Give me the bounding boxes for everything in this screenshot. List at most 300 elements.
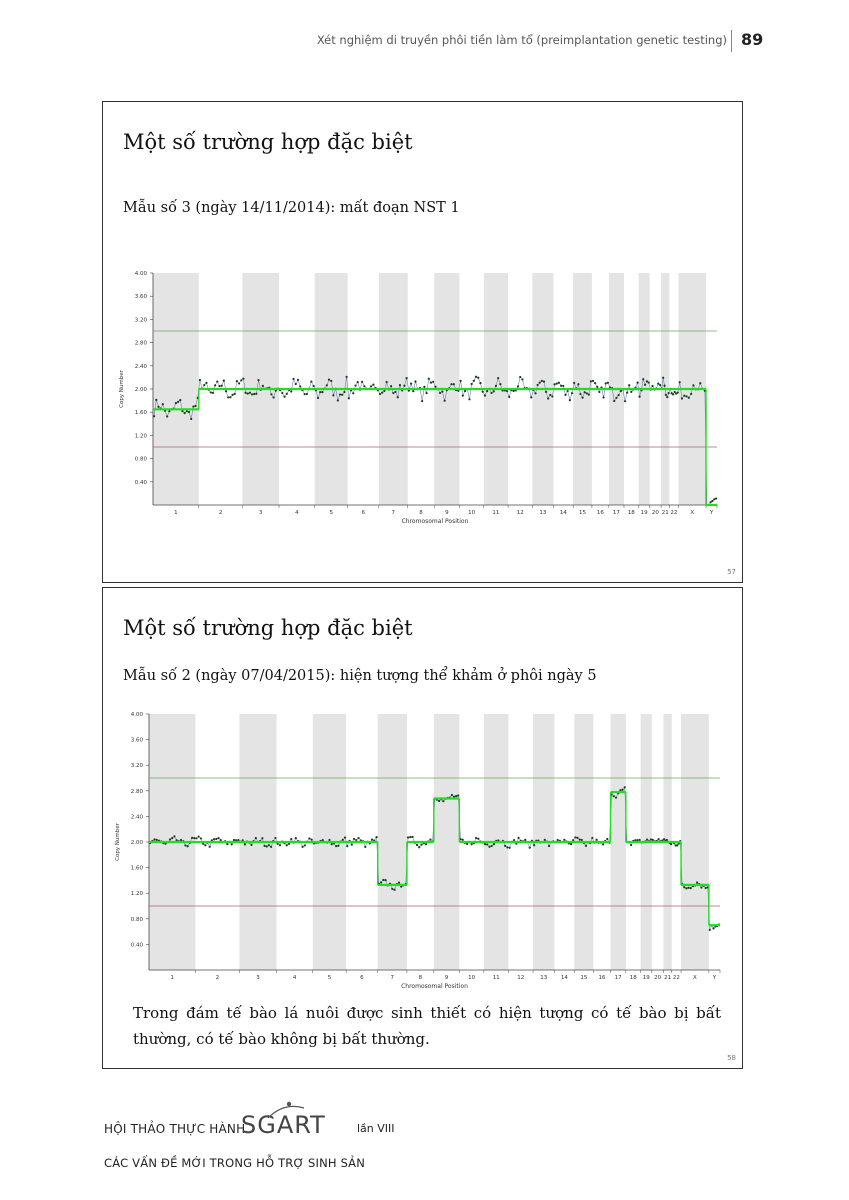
running-header	[0, 30, 849, 52]
data-point	[337, 399, 339, 401]
data-point	[411, 836, 413, 838]
data-point	[322, 839, 324, 841]
data-point	[304, 844, 306, 846]
data-point	[379, 393, 381, 395]
data-point	[506, 390, 508, 392]
data-point	[668, 392, 670, 394]
data-point	[319, 391, 321, 393]
x-tick-label: 17	[612, 510, 620, 516]
data-point	[261, 837, 263, 839]
data-point	[558, 382, 560, 384]
x-tick-label: 1	[170, 975, 174, 981]
data-point	[227, 396, 229, 398]
data-point	[581, 397, 583, 399]
data-point	[407, 836, 409, 838]
data-point	[592, 380, 594, 382]
x-tick-label: 16	[598, 975, 606, 981]
data-point	[683, 395, 685, 397]
data-point	[462, 839, 464, 841]
data-point	[577, 383, 579, 385]
data-point	[646, 380, 648, 382]
data-point	[439, 392, 441, 394]
data-point	[194, 405, 196, 407]
data-point	[192, 405, 194, 407]
data-point	[679, 381, 681, 383]
x-tick-label: 22	[672, 975, 680, 981]
y-tick-label: 3.20	[134, 317, 147, 324]
data-point	[690, 393, 692, 395]
data-point	[544, 839, 546, 841]
data-point	[297, 379, 299, 381]
data-point	[281, 392, 283, 394]
data-point	[384, 879, 386, 881]
data-point	[310, 380, 312, 382]
x-tick-label: 21	[661, 510, 669, 516]
data-point	[594, 382, 596, 384]
data-point	[331, 843, 333, 845]
data-point	[681, 397, 683, 399]
data-point	[700, 886, 702, 888]
data-point	[504, 845, 506, 847]
x-tick-label: 6	[360, 975, 364, 981]
x-tick-label: 18	[629, 975, 637, 981]
data-point	[596, 386, 598, 388]
data-point	[209, 846, 211, 848]
data-point	[652, 839, 654, 841]
data-point	[156, 839, 158, 841]
x-tick-label: 8	[418, 975, 423, 981]
data-point	[195, 837, 197, 839]
data-point	[491, 845, 493, 847]
data-point	[590, 380, 592, 382]
data-point	[353, 838, 355, 840]
data-point	[705, 887, 707, 889]
data-point	[715, 497, 717, 499]
data-point	[380, 881, 382, 883]
data-point	[434, 386, 436, 388]
x-axis-label: Chromosomal Position	[401, 983, 468, 990]
data-point	[541, 380, 543, 382]
data-point	[533, 844, 535, 846]
x-tick-label: X	[693, 975, 697, 981]
data-point	[571, 392, 573, 394]
slide-number: 57	[727, 568, 736, 576]
data-point	[332, 394, 334, 396]
data-point	[270, 393, 272, 395]
data-point	[231, 394, 233, 396]
data-point	[468, 398, 470, 400]
data-point	[155, 399, 157, 401]
data-point	[200, 837, 202, 839]
chromosome-band	[611, 714, 626, 970]
data-point	[495, 385, 497, 387]
data-point	[687, 887, 689, 889]
data-point	[534, 392, 536, 394]
data-point	[662, 377, 664, 379]
data-point	[639, 839, 641, 841]
data-point	[416, 844, 418, 846]
data-point	[299, 385, 301, 387]
x-tick-label: 20	[651, 510, 659, 516]
data-point	[361, 381, 363, 383]
data-point	[420, 844, 422, 846]
y-tick-label: 2.40	[130, 814, 143, 821]
data-point	[490, 392, 492, 394]
data-point	[677, 391, 679, 393]
data-point	[486, 843, 488, 845]
data-point	[184, 844, 186, 846]
x-tick-label: 5	[327, 975, 332, 981]
data-point	[257, 379, 259, 381]
data-point	[295, 837, 297, 839]
data-point	[615, 397, 617, 399]
data-point	[648, 381, 650, 383]
slide-58	[102, 587, 743, 1069]
data-point	[624, 786, 626, 788]
chromosome-band	[434, 714, 460, 970]
data-point	[613, 795, 615, 797]
slide-57	[102, 101, 743, 583]
y-tick-label: 1.20	[134, 433, 147, 440]
data-point	[253, 393, 255, 395]
data-point	[477, 377, 479, 379]
data-point	[251, 393, 253, 395]
data-point	[524, 839, 526, 841]
data-point	[615, 797, 617, 799]
data-point	[233, 839, 235, 841]
data-point	[406, 377, 408, 379]
y-tick-label: 2.00	[130, 840, 143, 846]
data-point	[499, 383, 501, 385]
x-tick-label: 15	[579, 510, 587, 516]
data-point	[637, 382, 639, 384]
data-point	[255, 837, 257, 839]
data-point	[292, 378, 294, 380]
data-point	[642, 378, 644, 380]
data-point	[412, 390, 414, 392]
y-tick-label: 4.00	[130, 712, 143, 718]
data-point	[262, 385, 264, 387]
x-tick-label: 14	[559, 510, 567, 516]
data-point	[218, 385, 220, 387]
data-point	[638, 396, 640, 398]
data-point	[398, 882, 400, 884]
data-point	[375, 836, 377, 838]
data-point	[341, 394, 343, 396]
data-point	[343, 391, 345, 393]
data-point	[421, 400, 423, 402]
data-point	[539, 382, 541, 384]
data-point	[364, 846, 366, 848]
data-point	[545, 391, 547, 393]
data-point	[191, 837, 193, 839]
data-point	[403, 385, 405, 387]
header-divider	[731, 30, 732, 52]
data-point	[432, 381, 434, 383]
copy-number-chart-sample-2	[103, 706, 742, 990]
data-point	[175, 402, 177, 404]
y-tick-label: 4.00	[134, 271, 147, 277]
data-point	[199, 379, 201, 381]
data-point	[425, 392, 427, 394]
data-point	[386, 381, 388, 383]
data-point	[304, 393, 306, 395]
data-point	[428, 378, 430, 380]
data-point	[414, 380, 416, 382]
data-point	[711, 500, 713, 502]
data-point	[659, 384, 661, 386]
data-point	[607, 382, 609, 384]
data-point	[193, 837, 195, 839]
data-point	[173, 835, 175, 837]
data-point	[162, 403, 164, 405]
data-point	[266, 845, 268, 847]
data-point	[685, 395, 687, 397]
data-point	[457, 794, 459, 796]
x-tick-label: 12	[516, 510, 524, 516]
data-point	[666, 396, 668, 398]
x-tick-label: 3	[256, 975, 260, 981]
data-point	[225, 390, 227, 392]
data-point	[393, 889, 395, 891]
data-point	[381, 392, 383, 394]
y-tick-label: 2.00	[134, 387, 147, 393]
data-point	[585, 845, 587, 847]
data-point	[295, 383, 297, 385]
data-point	[692, 384, 694, 386]
data-point	[557, 839, 559, 841]
data-point	[255, 393, 257, 395]
running-title: Xét nghiệm di truyền phôi tiền làm tổ (preimplantation genetic testing)	[316, 33, 727, 47]
data-point	[460, 380, 462, 382]
data-point	[352, 392, 354, 394]
data-point	[286, 393, 288, 395]
data-point	[690, 887, 692, 889]
x-tick-label: 12	[517, 975, 525, 981]
data-point	[620, 390, 622, 392]
data-point	[410, 383, 412, 385]
data-point	[204, 844, 206, 846]
data-point	[430, 381, 432, 383]
x-tick-label: 2	[215, 975, 220, 981]
data-point	[450, 383, 452, 385]
data-point	[290, 838, 292, 840]
x-tick-label: 21	[664, 975, 672, 981]
data-point	[203, 384, 205, 386]
data-point	[409, 836, 411, 838]
x-tick-label: 6	[361, 510, 366, 516]
y-tick-label: 2.80	[134, 340, 147, 347]
data-point	[355, 839, 357, 841]
footer-edition: lần VIII	[357, 1122, 395, 1135]
data-point	[553, 383, 555, 385]
data-point	[217, 837, 219, 839]
data-point	[313, 385, 315, 387]
data-point	[339, 393, 341, 395]
data-point	[455, 795, 457, 797]
data-point	[644, 384, 646, 386]
data-point	[574, 836, 576, 838]
data-point	[250, 844, 252, 846]
data-point	[268, 844, 270, 846]
data-point	[288, 843, 290, 845]
data-point	[187, 845, 189, 847]
data-point	[186, 410, 188, 412]
data-point	[547, 397, 549, 399]
data-point	[453, 383, 455, 385]
data-point	[234, 393, 236, 395]
x-tick-label: Y	[712, 975, 717, 981]
data-point	[451, 794, 453, 796]
x-tick-label: 4	[292, 975, 297, 981]
data-point	[497, 377, 499, 379]
data-point	[399, 384, 401, 386]
data-point	[595, 839, 597, 841]
y-tick-label: 0.40	[130, 942, 143, 949]
data-point	[418, 846, 420, 848]
data-point	[657, 383, 659, 385]
x-tick-label: 22	[670, 510, 678, 516]
data-point	[624, 400, 626, 402]
x-tick-label: 15	[580, 975, 588, 981]
data-point	[471, 843, 473, 845]
data-point	[588, 394, 590, 396]
data-point	[357, 837, 359, 839]
data-point	[626, 392, 628, 394]
data-point	[279, 844, 281, 846]
data-point	[311, 839, 313, 841]
data-point	[425, 843, 427, 845]
data-point	[392, 392, 394, 394]
chromosome-band	[681, 714, 709, 970]
x-tick-label: 11	[492, 975, 500, 981]
data-point	[423, 386, 425, 388]
data-point	[579, 838, 581, 840]
data-point	[238, 382, 240, 384]
slide-note: Trong đám tế bào lá nuôi được sinh thiết có hiện tượng có tế bào bị bất thường, có tế bào không bị bất thường.	[133, 1004, 721, 1048]
x-tick-label: 19	[642, 975, 650, 981]
data-point	[335, 845, 337, 847]
data-point	[438, 800, 440, 802]
chromosome-band	[153, 273, 199, 505]
data-point	[212, 392, 214, 394]
data-point	[556, 383, 558, 385]
data-point	[551, 395, 553, 397]
y-tick-label: 0.80	[134, 456, 147, 463]
data-point	[286, 844, 288, 846]
data-point	[210, 391, 212, 393]
x-tick-label: 16	[596, 510, 604, 516]
data-point	[171, 837, 173, 839]
x-tick-label: 8	[419, 510, 423, 516]
data-point	[317, 397, 319, 399]
data-point	[370, 385, 372, 387]
data-point	[270, 846, 272, 848]
data-point	[190, 418, 192, 420]
footer	[104, 1100, 504, 1180]
data-point	[579, 393, 581, 395]
data-point	[221, 385, 223, 387]
data-point	[464, 390, 466, 392]
data-point	[672, 393, 674, 395]
y-tick-label: 0.80	[130, 916, 143, 923]
data-point	[567, 390, 569, 392]
data-point	[346, 376, 348, 378]
data-point	[586, 392, 588, 394]
data-point	[549, 394, 551, 396]
data-point	[709, 501, 711, 503]
data-point	[346, 845, 348, 847]
data-point	[606, 838, 608, 840]
data-point	[462, 395, 464, 397]
x-tick-label: 18	[627, 510, 635, 516]
data-point	[382, 879, 384, 881]
data-point	[328, 839, 330, 841]
data-point	[537, 384, 539, 386]
data-point	[584, 391, 586, 393]
data-point	[602, 396, 604, 398]
y-tick-label: 1.20	[130, 891, 143, 898]
data-point	[484, 843, 486, 845]
data-point	[216, 380, 218, 382]
data-point	[488, 846, 490, 848]
x-tick-label: 9	[445, 510, 449, 516]
data-point	[166, 415, 168, 417]
data-point	[663, 385, 665, 387]
data-point	[676, 844, 678, 846]
x-tick-label: 11	[492, 510, 500, 516]
data-point	[263, 845, 265, 847]
data-point	[519, 376, 521, 378]
data-point	[548, 845, 550, 847]
data-point	[484, 394, 486, 396]
logo-swoosh-icon	[264, 1100, 324, 1120]
x-tick-label: 13	[539, 510, 547, 516]
data-point	[240, 379, 242, 381]
data-point	[274, 837, 276, 839]
data-point	[306, 393, 308, 395]
data-point	[513, 839, 515, 841]
data-point	[372, 384, 374, 386]
data-point	[562, 385, 564, 387]
data-point	[226, 843, 228, 845]
data-point	[321, 391, 323, 393]
data-point	[326, 384, 328, 386]
data-point	[397, 396, 399, 398]
x-tick-label: Y	[709, 510, 714, 516]
data-point	[509, 847, 511, 849]
data-point	[354, 384, 356, 386]
data-point	[602, 843, 604, 845]
data-point	[357, 381, 359, 383]
data-point	[231, 843, 233, 845]
footer-conference-label: HỘI THẢO THỰC HÀNH	[104, 1122, 246, 1136]
slide-subtitle: Mẫu số 3 (ngày 14/11/2014): mất đoạn NST 1	[123, 200, 460, 216]
x-tick-label: 7	[390, 975, 395, 981]
data-point	[236, 380, 238, 382]
footer-subtitle: CÁC VẤN ĐỀ MỚI TRONG HỖ TRỢ SINH SẢN	[104, 1156, 366, 1170]
x-tick-label: 10	[468, 975, 476, 981]
data-point	[205, 382, 207, 384]
data-point	[508, 396, 510, 398]
x-tick-label: X	[690, 510, 695, 516]
data-point	[153, 838, 155, 840]
data-point	[563, 839, 565, 841]
data-point	[391, 888, 393, 890]
data-point	[657, 838, 659, 840]
x-tick-label: 5	[329, 510, 333, 516]
data-point	[530, 396, 532, 398]
